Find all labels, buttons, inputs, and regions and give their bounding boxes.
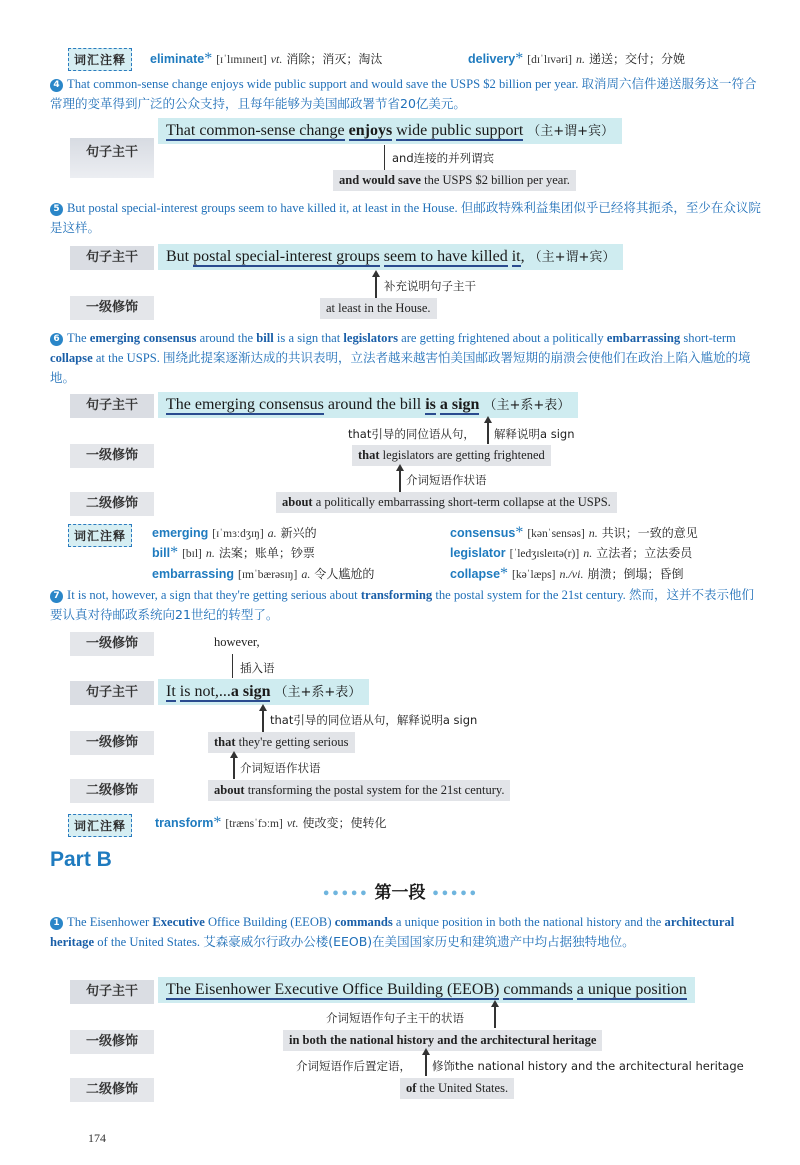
vocab-term: embarrassing bbox=[152, 567, 234, 581]
modifier-1-label: 一级修饰 bbox=[70, 632, 154, 656]
modifier-1: in both the national history and the architectural heritage bbox=[283, 1030, 602, 1051]
modifier-2-label: 二级修饰 bbox=[70, 492, 154, 516]
modifier-1: at least in the House. bbox=[320, 298, 437, 319]
annotation: and连接的并列谓宾 bbox=[392, 151, 495, 165]
modifier-2-label: 二级修饰 bbox=[70, 779, 154, 803]
arrow-up-icon bbox=[425, 1054, 427, 1076]
modifier-1-label: 一级修饰 bbox=[70, 1030, 154, 1054]
vocab-term: eliminate bbox=[150, 52, 205, 66]
annotation: 修饰the national history and the architectural heritage bbox=[432, 1059, 744, 1073]
main-clause-label: 句子主干 bbox=[70, 246, 154, 270]
vocab-entry: bill* [bɪl] n. 法案；账单；钞票 bbox=[152, 544, 315, 561]
sentence-number: 7 bbox=[50, 590, 63, 603]
sentence-4-text: 4 That common-sense change enjoys wide public support and would save the USPS $2 billion per year. 取消周六信件递送服务这一符合常理的变革得到广泛的公众支持，且每年能够为美国邮政署节省20亿美元。 bbox=[50, 76, 757, 111]
annotation: 介词短语作状语 bbox=[406, 473, 487, 487]
main-clause: It is not,...a sign （主+系+表） bbox=[158, 679, 369, 705]
page-number: 174 bbox=[88, 1131, 106, 1145]
vocab-term: emerging bbox=[152, 526, 209, 540]
arrow-up-icon bbox=[262, 710, 264, 732]
modifier-1: that they're getting serious bbox=[208, 732, 355, 753]
annotation: that引导的同位语从句，解释说明a sign bbox=[270, 713, 478, 727]
vocab-entry: collapse* [kəˈlæps] n./vi. 崩溃；倒塌；昏倒 bbox=[450, 565, 684, 582]
arrow-up-icon bbox=[487, 422, 489, 444]
main-clause-label: 句子主干 bbox=[70, 681, 154, 705]
annotation: 补充说明句子主干 bbox=[384, 279, 476, 293]
annotation: 插入语 bbox=[240, 661, 275, 675]
modifier-2: about transforming the postal system for the 21st century. bbox=[208, 780, 510, 801]
vocab-entry: legislator [ˈledʒɪsleɪtə(r)] n. 立法者；立法委员 bbox=[450, 546, 693, 560]
vocab-term: transform bbox=[155, 816, 214, 830]
sentence-number: 5 bbox=[50, 203, 63, 216]
modifier-1-label: 一级修饰 bbox=[70, 296, 154, 320]
arrow-up-icon bbox=[399, 470, 401, 492]
vocab-label: 词汇注释 bbox=[68, 524, 132, 547]
vocab-term: legislator bbox=[450, 546, 506, 560]
main-clause-label: 句子主干 bbox=[70, 980, 154, 1004]
annotation: that引导的同位语从句， bbox=[348, 427, 475, 441]
modifier-2: of the United States. bbox=[400, 1078, 514, 1099]
main-clause: The Eisenhower Executive Office Building (EEOB) commands a unique position bbox=[158, 977, 695, 1003]
annotation: 介词短语作后置定语， bbox=[296, 1059, 411, 1073]
annotation: 介词短语作句子主干的状语 bbox=[326, 1011, 464, 1025]
vocab-term: collapse bbox=[450, 567, 501, 581]
modifier-2-label: 二级修饰 bbox=[70, 1078, 154, 1102]
vocab-label: 词汇注释 bbox=[68, 814, 132, 837]
vocab-term: bill bbox=[152, 546, 171, 560]
arrow-up-icon bbox=[375, 276, 377, 298]
modifier-1: and would save the USPS $2 billion per year. bbox=[333, 170, 576, 191]
vocab-entry: consensus* [kənˈsensəs] n. 共识；一致的意见 bbox=[450, 524, 698, 541]
sentence-number: 1 bbox=[50, 917, 63, 930]
vocab-entry: delivery* [dɪˈlɪvəri] n. 递送；交付；分娩 bbox=[468, 50, 685, 67]
main-clause-label: 句子主干 bbox=[70, 138, 154, 178]
sentence-7-text: 7 It is not, however, a sign that they're getting serious about transforming the postal system for the 21st century. 然而，这并不表示他们要认真对待邮政系统向21世纪的转型了。 bbox=[50, 587, 754, 622]
annotation: 介词短语作状语 bbox=[240, 761, 321, 775]
modifier-2: about a politically embarrassing short-term collapse at the USPS. bbox=[276, 492, 617, 513]
sentence-6-text: 6 The emerging consensus around the bill is a sign that legislators are getting frightened about a politically embarrassing short-term collapse at the USPS. 围绕此提案逐渐达成的共识表明，立法者越来越害怕美国邮政署短期的崩溃会使他们在政治上陷入尴尬的境地。 bbox=[50, 331, 751, 385]
main-clause-label: 句子主干 bbox=[70, 394, 154, 418]
main-clause: The emerging consensus around the bill is a sign （主+系+表） bbox=[158, 392, 578, 418]
vocab-entry: embarrassing [ɪmˈbærəsɪŋ] a. 令人尴尬的 bbox=[152, 567, 375, 581]
sentence-5-text: 5 But postal special-interest groups seem to have killed it, at least in the House. 但邮政特殊利益集团似乎已经将其扼杀，至少在众议院是这样。 bbox=[50, 200, 761, 235]
arrow-up-icon bbox=[494, 1006, 496, 1028]
vocab-term: delivery bbox=[468, 52, 516, 66]
vocab-entry: transform* [trænsˈfɔːm] vt. 使改变；使转化 bbox=[155, 814, 387, 831]
modifier-1-label: 一级修饰 bbox=[70, 731, 154, 755]
vocab-term: consensus bbox=[450, 526, 516, 540]
arrow-up-icon bbox=[233, 757, 235, 779]
sentence-b1-text: 1 The Eisenhower Executive Office Building (EEOB) commands a unique position in both the national history and the architectural heritage of the United States. 艾森豪威尔行政办公楼(EEOB)在美国国家历史和建筑遗产中均占据独特地位。 bbox=[50, 915, 735, 949]
modifier-1: that legislators are getting frightened bbox=[352, 445, 551, 466]
paragraph-title: ••••• 第一段 ••••• bbox=[322, 883, 478, 903]
vocab-entry: eliminate* [ɪˈlɪmɪneɪt] vt. 消除；消灭；淘汰 bbox=[150, 50, 383, 67]
section-heading: Part B bbox=[50, 848, 112, 871]
parenthetical: however, bbox=[208, 632, 266, 653]
vocab-entry: emerging [ɪˈmɜːdʒɪŋ] a. 新兴的 bbox=[152, 526, 317, 540]
modifier-1-label: 一级修饰 bbox=[70, 444, 154, 468]
main-clause: But postal special-interest groups seem to have killed it, （主+谓+宾） bbox=[158, 244, 623, 270]
sentence-number: 6 bbox=[50, 333, 63, 346]
main-clause: That common-sense change enjoys wide public support （主+谓+宾） bbox=[158, 118, 622, 144]
sentence-number: 4 bbox=[50, 79, 63, 92]
vocab-label: 词汇注释 bbox=[68, 48, 132, 71]
annotation: 解释说明a sign bbox=[494, 427, 575, 441]
